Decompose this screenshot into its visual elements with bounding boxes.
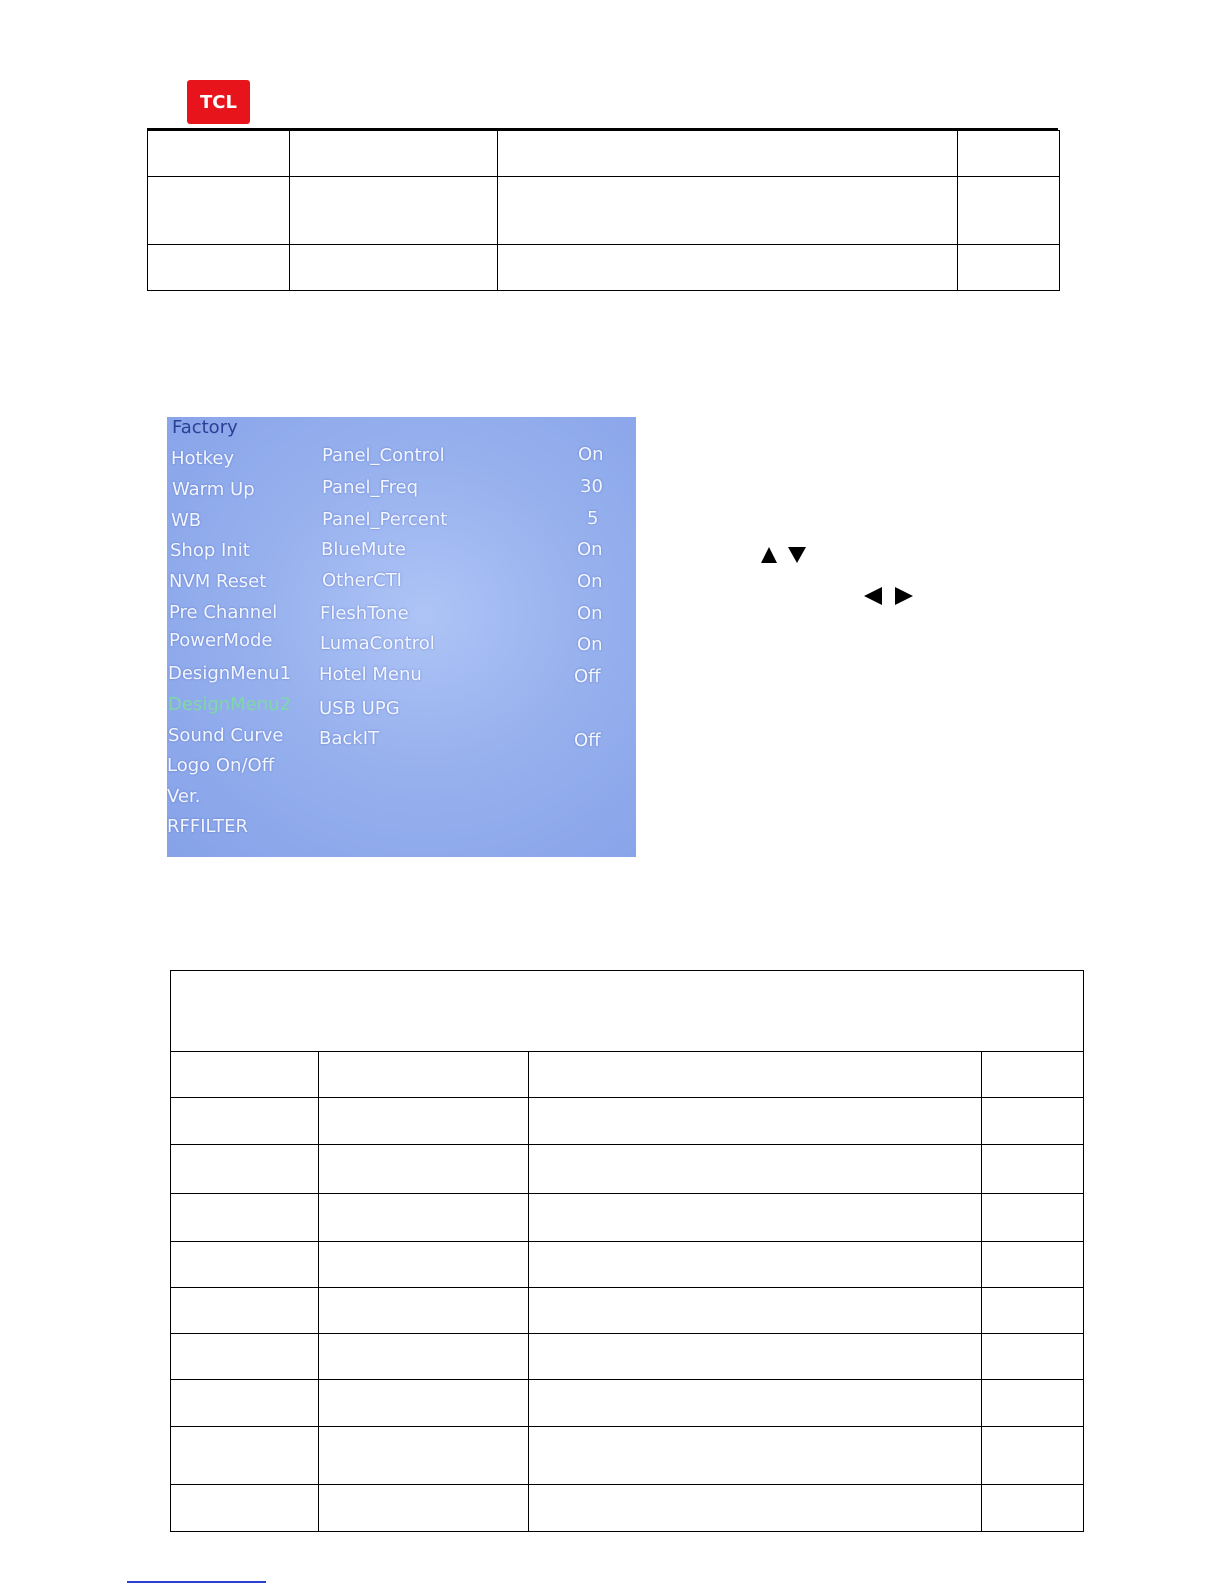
left-right-triangle-glyphs (862, 585, 914, 607)
menu-item-sound-curve[interactable]: Sound Curve (168, 725, 284, 746)
menu-title: Factory (172, 417, 238, 438)
setting-value: Off (574, 730, 601, 751)
table-row (171, 1380, 1084, 1427)
setting-name[interactable]: Panel_Control (322, 445, 445, 466)
table-row (171, 1242, 1084, 1288)
setting-value: On (578, 444, 604, 465)
menu-item-shop-init[interactable]: Shop Init (170, 540, 250, 561)
table-row (171, 1194, 1084, 1242)
setting-value: Off (574, 666, 601, 687)
menu-item-pre-channel[interactable]: Pre Channel (169, 602, 278, 623)
factory-menu-screenshot (167, 417, 636, 857)
setting-name[interactable]: LumaControl (320, 633, 435, 654)
table-row (171, 1485, 1084, 1532)
setting-name[interactable]: BackIT (319, 728, 380, 749)
table-row (171, 1427, 1084, 1485)
setting-value: On (577, 603, 603, 624)
table-bottom (170, 970, 1084, 1532)
setting-name[interactable]: USB UPG (319, 698, 400, 719)
table-row (171, 1052, 1084, 1098)
table-row (171, 1145, 1084, 1194)
table-row (148, 177, 1060, 245)
setting-value: On (577, 634, 603, 655)
menu-item-powermode[interactable]: PowerMode (169, 630, 273, 651)
menu-item-designmenu1[interactable]: DesignMenu1 (168, 663, 292, 684)
table-row (148, 245, 1060, 291)
setting-name[interactable]: OtherCTI (322, 570, 402, 591)
setting-value: 30 (580, 476, 603, 497)
menu-item-ver[interactable]: Ver. (167, 786, 201, 807)
setting-name[interactable]: Panel_Freq (322, 477, 419, 498)
setting-value: On (577, 571, 603, 592)
menu-item-wb[interactable]: WB (171, 510, 202, 531)
setting-name[interactable]: BlueMute (321, 539, 406, 560)
table-top (147, 130, 1060, 291)
menu-item-designmenu2[interactable]: DesignMenu2 (168, 694, 292, 715)
up-down-triangle-glyphs (760, 544, 808, 566)
setting-name[interactable]: Panel_Percent (322, 509, 448, 530)
setting-value: 5 (587, 508, 599, 529)
tcl-logo (187, 80, 250, 124)
menu-item-logo-on-off[interactable]: Logo On/Off (167, 755, 275, 776)
menu-item-hotkey[interactable]: Hotkey (171, 448, 235, 469)
table-row (171, 1098, 1084, 1145)
table-row (171, 1288, 1084, 1334)
setting-name[interactable]: Hotel Menu (319, 664, 422, 685)
left-right-triangle-icon (862, 585, 914, 611)
up-down-triangle-icon (760, 544, 808, 570)
table-row (148, 131, 1060, 177)
menu-item-rffilter[interactable]: RFFILTER (167, 816, 248, 837)
setting-name[interactable]: FleshTone (320, 603, 409, 624)
menu-item-warm-up[interactable]: Warm Up (172, 479, 255, 500)
footer-link-underline (127, 1581, 266, 1583)
table-row (171, 1334, 1084, 1380)
menu-item-nvm-reset[interactable]: NVM Reset (169, 571, 267, 592)
setting-value: On (577, 539, 603, 560)
logo-text: TCL (200, 91, 237, 113)
table-row (171, 971, 1084, 1052)
